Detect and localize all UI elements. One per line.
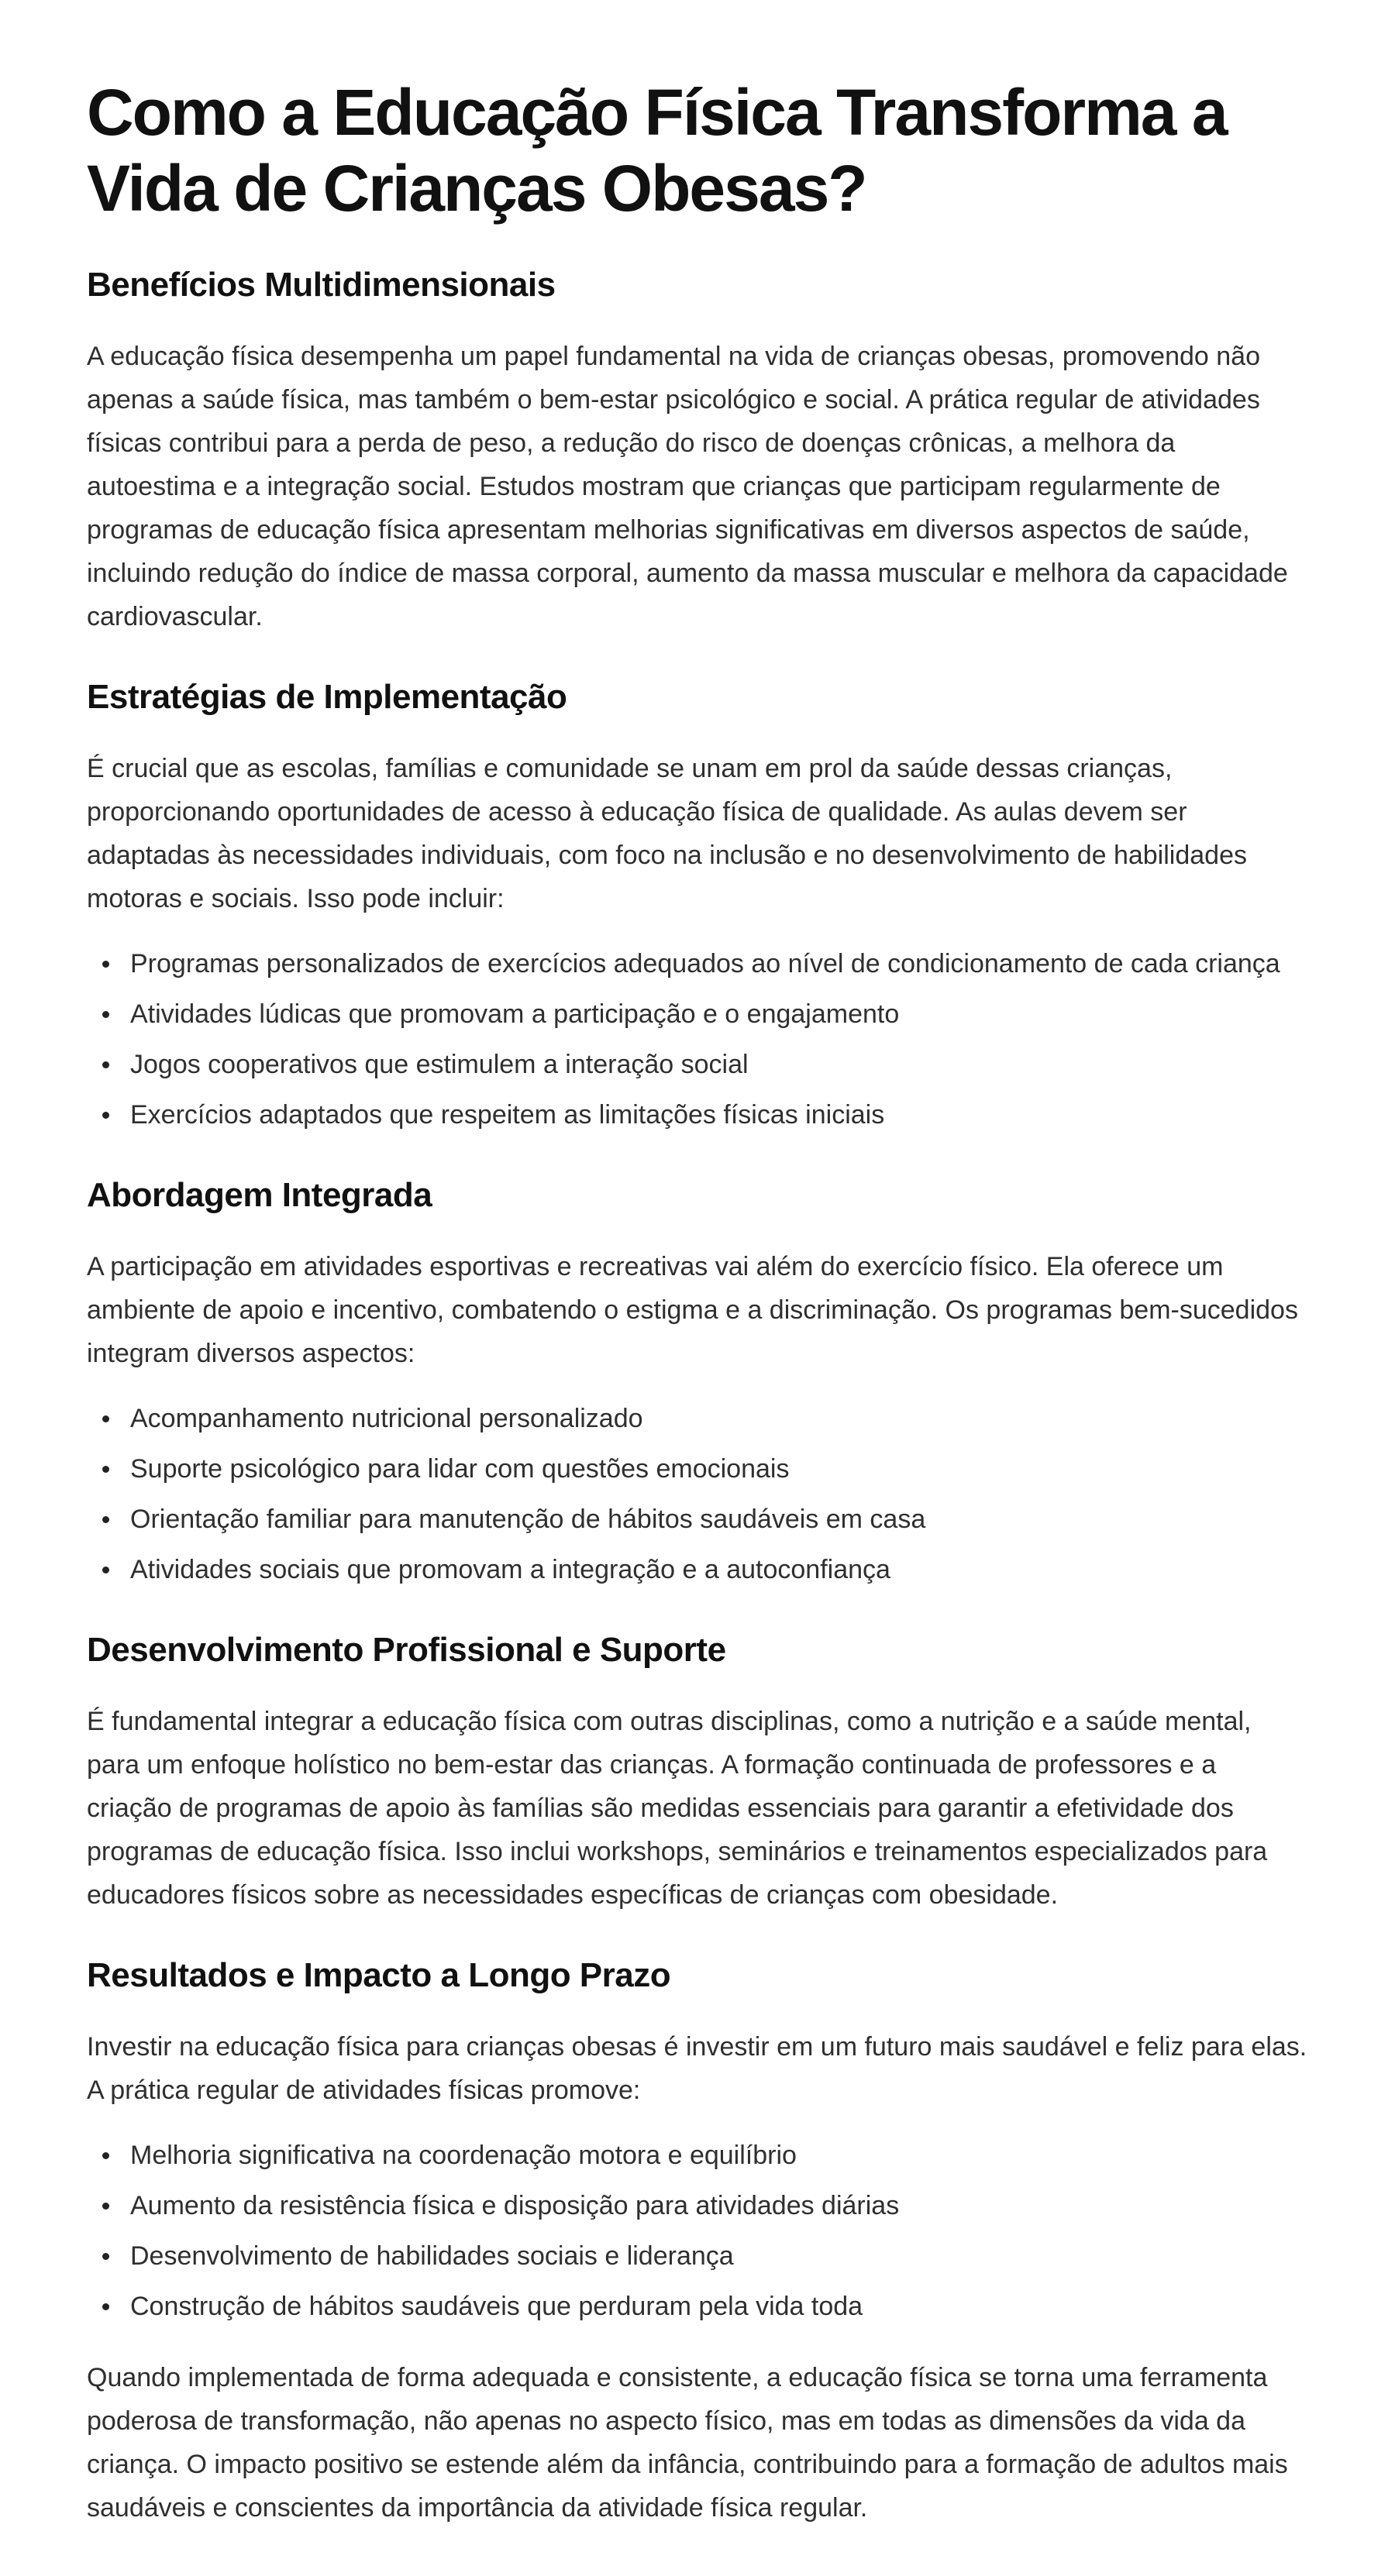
- section-abordagem-integrada: [87, 1174, 1308, 1591]
- bullet-item: Orientação familiar para manutenção de hábitos saudáveis em casa: [130, 1498, 1293, 1541]
- closing-paragraph: Quando implementada de forma adequada e consistente, a educação física se torna uma ferramenta poderosa de transformação, não apenas no aspecto físico, mas em todas as dimensões da vida da criança. O impacto positivo se estende além da infância, contribuindo para a formação de adultos mais saudáveis e conscientes da importância da atividade física regular.: [87, 2363, 1288, 2523]
- bullet-item: Suporte psicológico para lidar com questões emocionais: [130, 1447, 1293, 1491]
- bullet-list: [87, 1397, 1308, 1591]
- page-title: Como a Educação Física Transforma a Vida de Crianças Obesas?: [87, 76, 1227, 225]
- bullet-item: Aumento da resistência física e disposição para atividades diárias: [130, 2184, 1293, 2227]
- section-paragraph: A educação física desempenha um papel fundamental na vida de crianças obesas, promovendo não apenas a saúde física, mas também o bem-estar psicológico e social. A prática regular de atividades físicas contribui para a perda de peso, a redução do risco de doenças crônicas, a melhora da autoestima e a integração social. Estudos mostram que crianças que participam regularmente de programas de educação física apresentam melhorias significativas em diversos aspectos de saúde, incluindo redução do índice de massa corporal, aumento da massa muscular e melhora da capacidade cardiovascular.: [87, 342, 1288, 631]
- section-paragraph: A participação em atividades esportivas e recreativas vai além do exercício físico. Ela oferece um ambiente de apoio e incentivo, combatendo o estigma e a discriminação. Os programas bem-sucedidos integram diversos aspectos:: [87, 1252, 1298, 1368]
- bullet-item: Atividades lúdicas que promovam a participação e o engajamento: [130, 992, 1293, 1036]
- bullet-item: Jogos cooperativos que estimulem a interação social: [130, 1043, 1293, 1086]
- section-estrategias-de-implementacao: [87, 676, 1308, 1137]
- section-heading: Estratégias de Implementação: [87, 678, 567, 716]
- section-heading: Abordagem Integrada: [87, 1176, 432, 1214]
- section-heading: Benefícios Multidimensionais: [87, 266, 556, 304]
- section-desenvolvimento-profissional-e-suporte: [87, 1628, 1308, 1917]
- section-heading: Desenvolvimento Profissional e Suporte: [87, 1631, 726, 1669]
- section-paragraph: É crucial que as escolas, famílias e comunidade se unam em prol da saúde dessas crianças, proporcionando oportunidades de acesso à educação física de qualidade. As aulas devem ser adaptadas às necessidades individuais, com foco na inclusão e no desenvolvimento de habilidades motoras e sociais. Isso pode incluir:: [87, 754, 1247, 913]
- section-beneficios-multidimensionais: [87, 263, 1308, 638]
- bullet-item: Acompanhamento nutricional personalizado: [130, 1397, 1293, 1440]
- bullet-item: Construção de hábitos saudáveis que perduram pela vida toda: [130, 2285, 1293, 2328]
- bullet-item: Exercícios adaptados que respeitem as limitações físicas iniciais: [130, 1093, 1293, 1137]
- bullet-item: Atividades sociais que promovam a integração e a autoconfiança: [130, 1548, 1293, 1591]
- bullet-item: Melhoria significativa na coordenação motora e equilíbrio: [130, 2134, 1293, 2177]
- bullet-item: Desenvolvimento de habilidades sociais e liderança: [130, 2234, 1293, 2278]
- bullet-item: Programas personalizados de exercícios adequados ao nível de condicionamento de cada criança: [130, 942, 1293, 985]
- section-heading: Resultados e Impacto a Longo Prazo: [87, 1956, 671, 1994]
- section-paragraph: Investir na educação física para crianças obesas é investir em um futuro mais saudável e feliz para elas. A prática regular de atividades físicas promove:: [87, 2032, 1307, 2105]
- bullet-list: [87, 942, 1308, 1137]
- section-resultados-e-impacto-a-longo-prazo: [87, 1954, 1308, 2530]
- section-paragraph: É fundamental integrar a educação física com outras disciplinas, como a nutrição e a saúde mental, para um enfoque holístico no bem-estar das crianças. A formação continuada de professores e a criação de programas de apoio às famílias são medidas essenciais para garantir a efetividade dos programas de educação física. Isso inclui workshops, seminários e treinamentos especializados para educadores físicos sobre as necessidades específicas de crianças com obesidade.: [87, 1707, 1268, 1910]
- bullet-list: [87, 2134, 1308, 2328]
